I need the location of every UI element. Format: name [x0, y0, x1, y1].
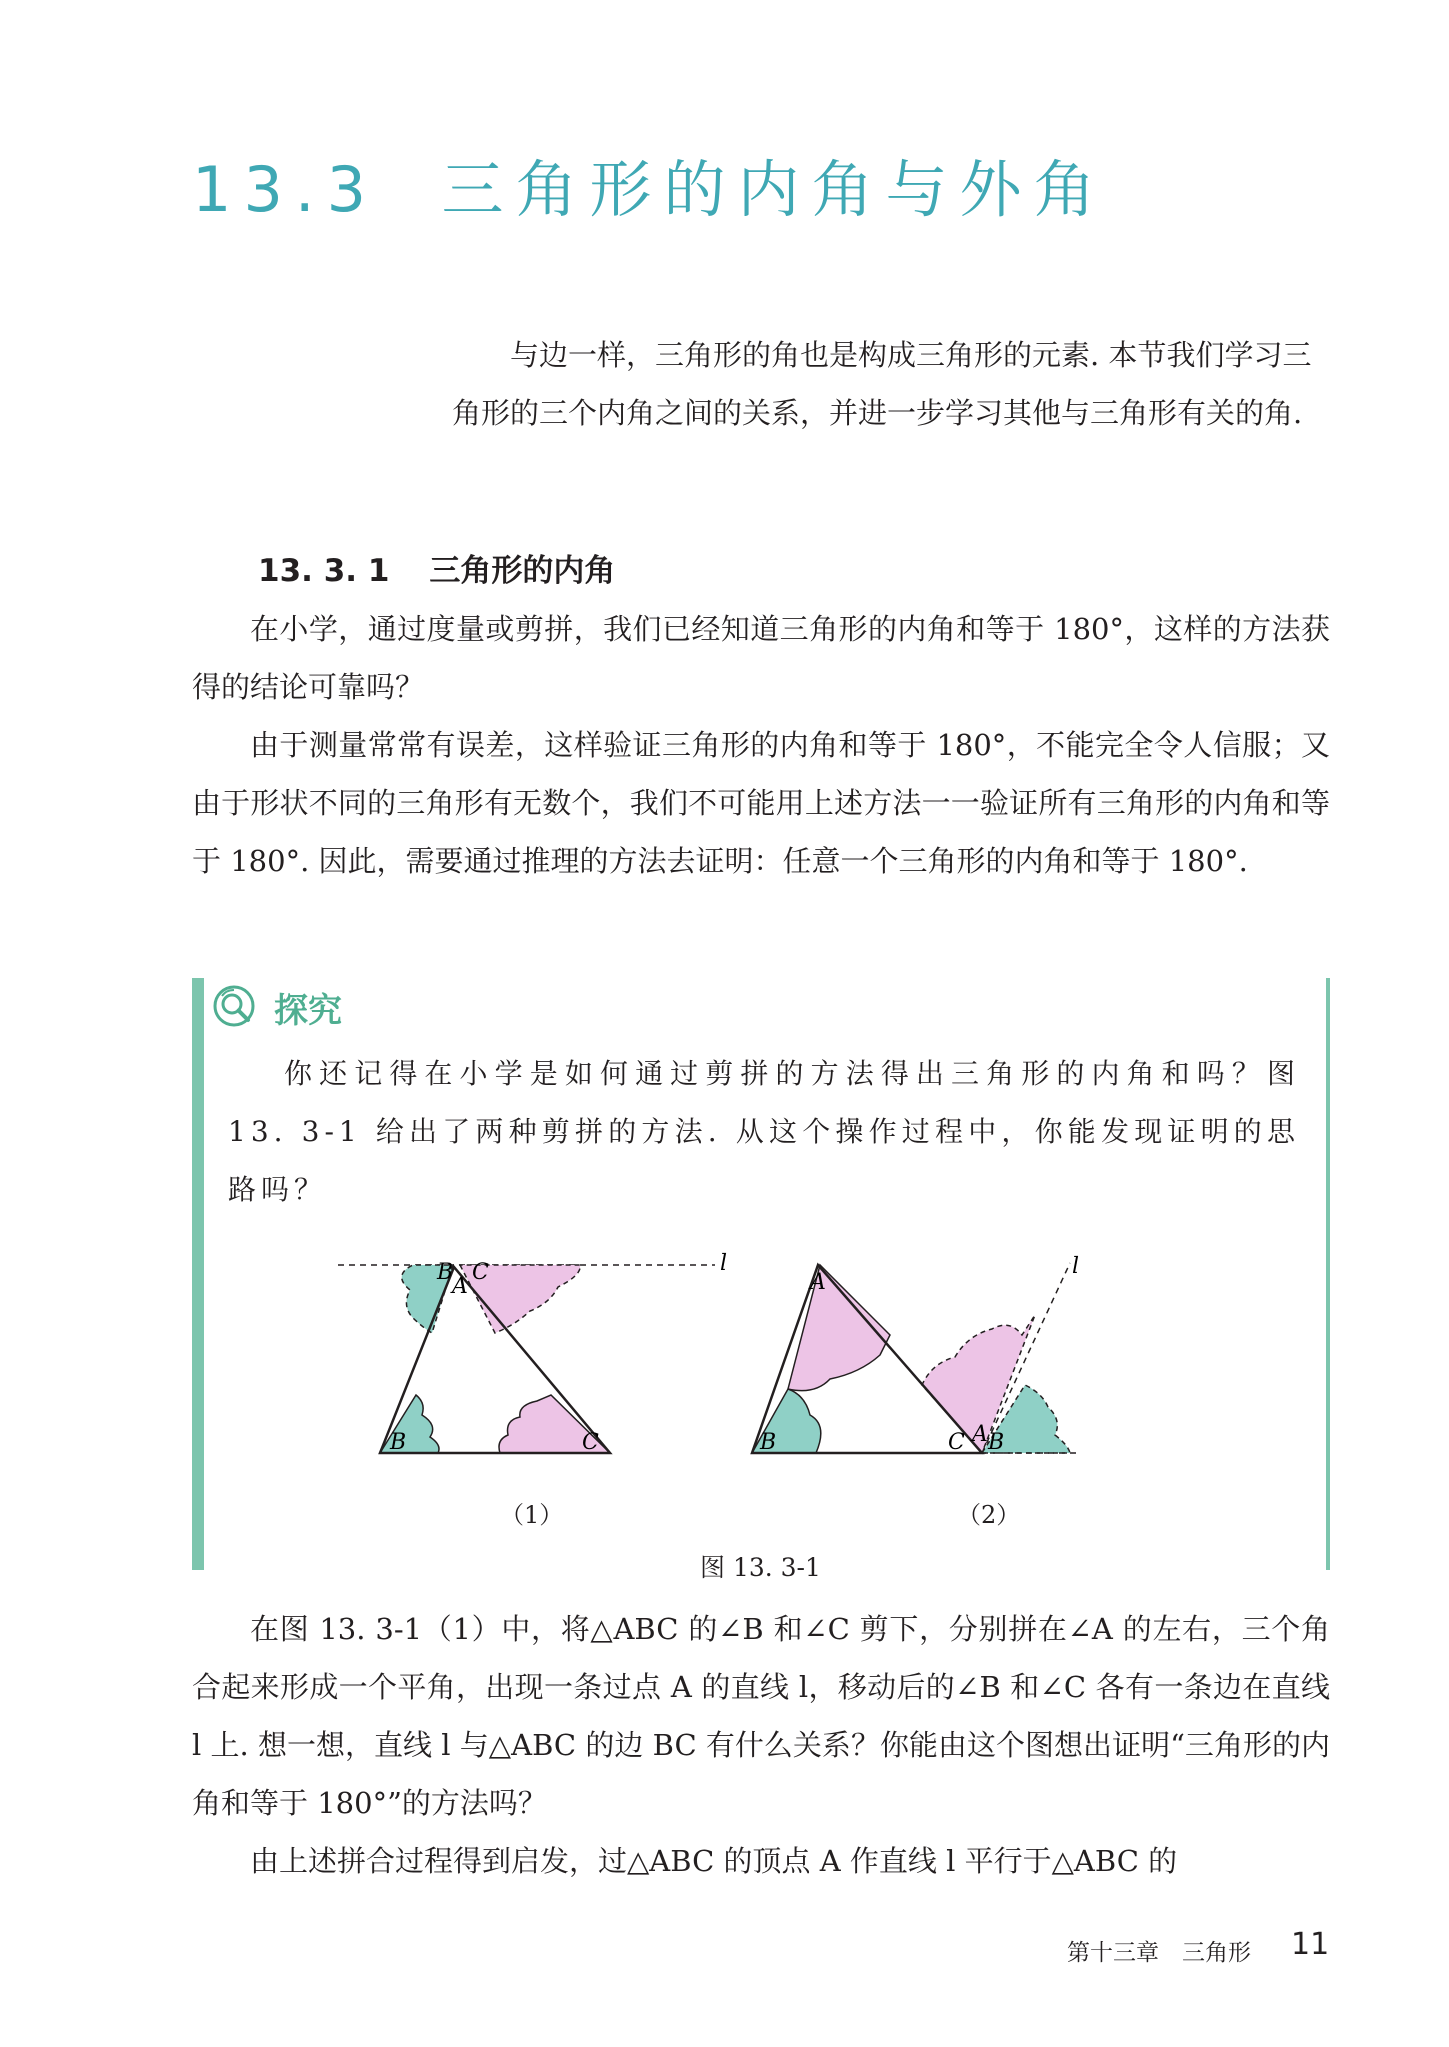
figure-2-caption: （2） — [957, 1501, 1021, 1529]
fig1-label-B-top: B — [437, 1260, 454, 1285]
page-number: 11 — [1291, 1927, 1330, 1962]
subsection-number: 13. 3. 1 — [258, 553, 390, 589]
explore-text: 你还记得在小学是如何通过剪拼的方法得出三角形的内角和吗？图 13. 3-1 给出了两种剪拼的方法. 从这个操作过程中，你能发现证明的思路吗？ — [228, 1057, 1300, 1206]
fig1-label-C-top: C — [472, 1260, 489, 1285]
fig1-label-B: B — [390, 1430, 407, 1455]
magnifier-icon — [212, 984, 256, 1028]
figure-13-3-1 — [320, 1245, 1200, 1485]
paragraph-1: 在小学，通过度量或剪拼，我们已经知道三角形的内角和等于 180°，这样的方法获得的结论可靠吗？ — [192, 612, 1330, 704]
explore-left-bar — [192, 978, 204, 1570]
explore-right-border — [1326, 978, 1330, 1570]
fig1-label-A: A — [452, 1274, 468, 1299]
paragraph-2: 由于测量常常有误差，这样验证三角形的内角和等于 180°，不能完全令人信服；又由于形状不同的三角形有无数个，我们不可能用上述方法一一验证所有三角形的内角和等于 180°. 因此，需要通过推理的方法去证明：任意一个三角形的内角和等于 180°. — [192, 728, 1330, 878]
fig2-angle-A — [788, 1265, 890, 1391]
fig1-angle-B — [380, 1395, 439, 1453]
figure-2 — [752, 1263, 1080, 1453]
fig2-label-A: A — [810, 1270, 826, 1295]
fig2-label-B-moved: B — [988, 1430, 1005, 1455]
section-number: 13.3 — [192, 153, 379, 226]
fig1-label-l: l — [720, 1251, 728, 1276]
fig2-label-B: B — [760, 1430, 777, 1455]
paragraph-3: 在图 13. 3-1（1）中，将△ABC 的∠B 和∠C 剪下，分别拼在∠A 的左右，三个角合起来形成一个平角，出现一条过点 A 的直线 l，移动后的∠B 和∠C 各有一条边在直线 l 上. 想一想，直线 l 与△ABC 的边 BC 有什么关系？你能由这个图想出证明“三角形的内角和等于 180°”的方法吗？ — [192, 1612, 1330, 1820]
figure-1 — [338, 1265, 715, 1453]
intro-paragraph: 与边一样，三角形的角也是构成三角形的元素. 本节我们学习三角形的三个内角之间的关系，并进一步学习其他与三角形有关的角. — [452, 338, 1312, 430]
figure-caption: 图 13. 3-1 — [700, 1553, 821, 1582]
fig2-label-l: l — [1072, 1254, 1080, 1279]
section-title-text: 三角形的内角与外角 — [441, 153, 1108, 226]
paragraph-4: 由上述拼合过程得到启发，过△ABC 的顶点 A 作直线 l 平行于△ABC 的 — [250, 1844, 1178, 1878]
subsection-title: 三角形的内角 — [429, 553, 616, 589]
footer-chapter: 第十三章 三角形 — [1067, 1940, 1251, 1966]
figure-1-caption: （1） — [500, 1501, 564, 1529]
subsection-heading — [258, 545, 615, 590]
fig2-label-C: C — [948, 1430, 965, 1455]
fig2-label-A-moved: A — [972, 1422, 988, 1447]
fig1-label-C: C — [582, 1430, 599, 1455]
section-title — [192, 140, 1107, 229]
explore-title: 探究 — [274, 991, 342, 1031]
